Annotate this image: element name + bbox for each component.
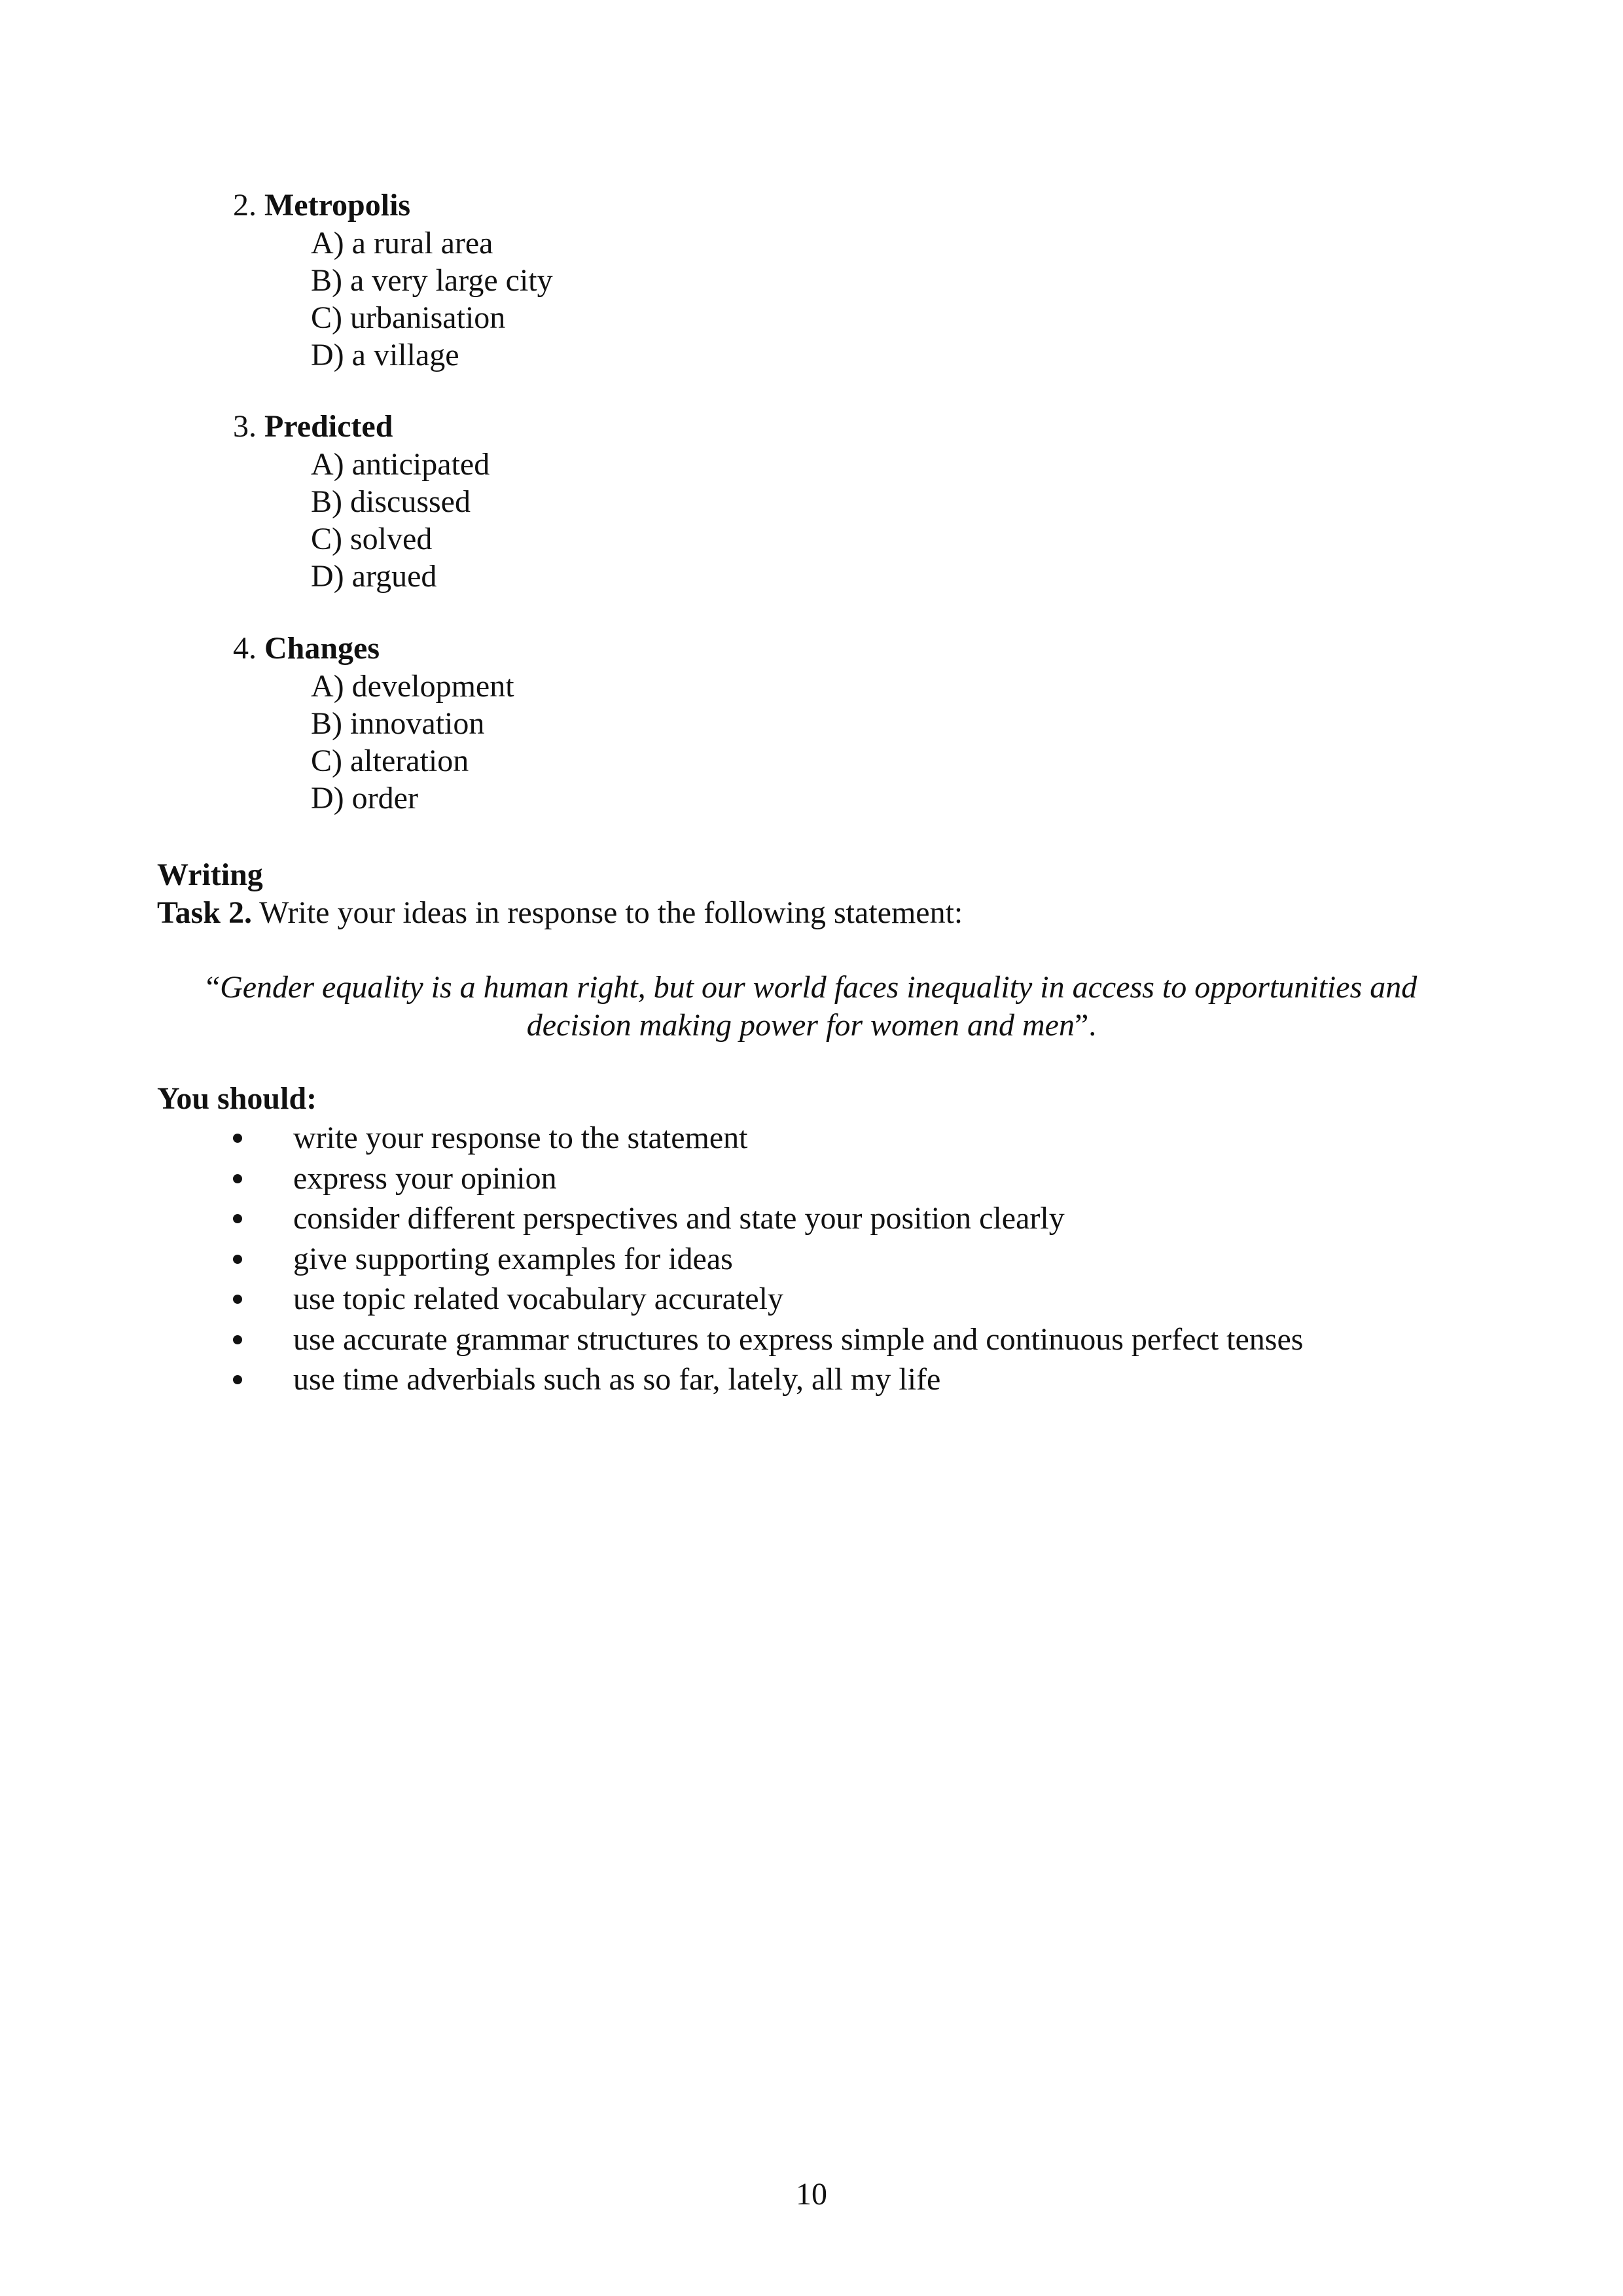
- list-item-text: use topic related vocabulary accurately: [293, 1282, 783, 1316]
- statement-text: Gender equality is a human right, but our world faces inequality in access to opportunities and decision making power for women and men: [220, 970, 1418, 1043]
- question-2-title: [233, 187, 410, 224]
- bullet-icon: [233, 1255, 242, 1264]
- option-c: C) urbanisation: [311, 300, 506, 335]
- bullet-icon: [233, 1295, 242, 1304]
- question-number: 4.: [233, 631, 257, 666]
- option-d: D) a village: [311, 338, 459, 372]
- bullet-icon: [233, 1335, 242, 1344]
- question-word: Predicted: [264, 409, 393, 444]
- task-label: Task 2.: [157, 895, 252, 930]
- option-a: A) a rural area: [311, 226, 493, 260]
- question-number: 2.: [233, 188, 257, 223]
- question-4-title: [233, 630, 380, 668]
- list-item-text: express your opinion: [293, 1160, 557, 1196]
- list-item-text: use time adverbials such as so far, lately, all my life: [293, 1362, 941, 1397]
- option-b: B) discussed: [311, 484, 471, 519]
- question-word: Metropolis: [264, 188, 411, 223]
- question-3-title: [233, 408, 393, 446]
- option-b: B) a very large city: [311, 263, 553, 298]
- bullet-icon: [233, 1174, 242, 1183]
- section-heading-writing: Writing: [157, 857, 263, 892]
- you-should-heading: You should:: [157, 1081, 317, 1116]
- question-word: Changes: [264, 631, 380, 666]
- option-c: C) solved: [311, 522, 433, 556]
- list-item-text: use accurate grammar structures to express simple and continuous perfect tenses: [293, 1321, 1304, 1357]
- option-b: B) innovation: [311, 706, 485, 741]
- option-d: D) argued: [311, 559, 437, 594]
- open-quote: “: [205, 970, 221, 1005]
- task-text: Write your ideas in response to the following statement:: [251, 895, 963, 930]
- bullet-icon: [233, 1375, 242, 1384]
- task-instruction: [157, 894, 963, 932]
- list-item-text: consider different perspectives and state your position clearly: [293, 1201, 1065, 1236]
- option-a: A) anticipated: [311, 447, 490, 482]
- statement-quote: [157, 969, 1466, 1045]
- option-d: D) order: [311, 781, 418, 816]
- page-number: 10: [796, 2177, 827, 2212]
- question-number: 3.: [233, 409, 257, 444]
- bullet-icon: [233, 1214, 242, 1223]
- bullet-icon: [233, 1134, 242, 1143]
- close-quote: ”.: [1074, 1008, 1097, 1043]
- list-item-text: write your response to the statement: [293, 1121, 748, 1155]
- option-a: A) development: [311, 669, 514, 704]
- option-c: C) alteration: [311, 744, 469, 778]
- list-item-text: give supporting examples for ideas: [293, 1241, 733, 1276]
